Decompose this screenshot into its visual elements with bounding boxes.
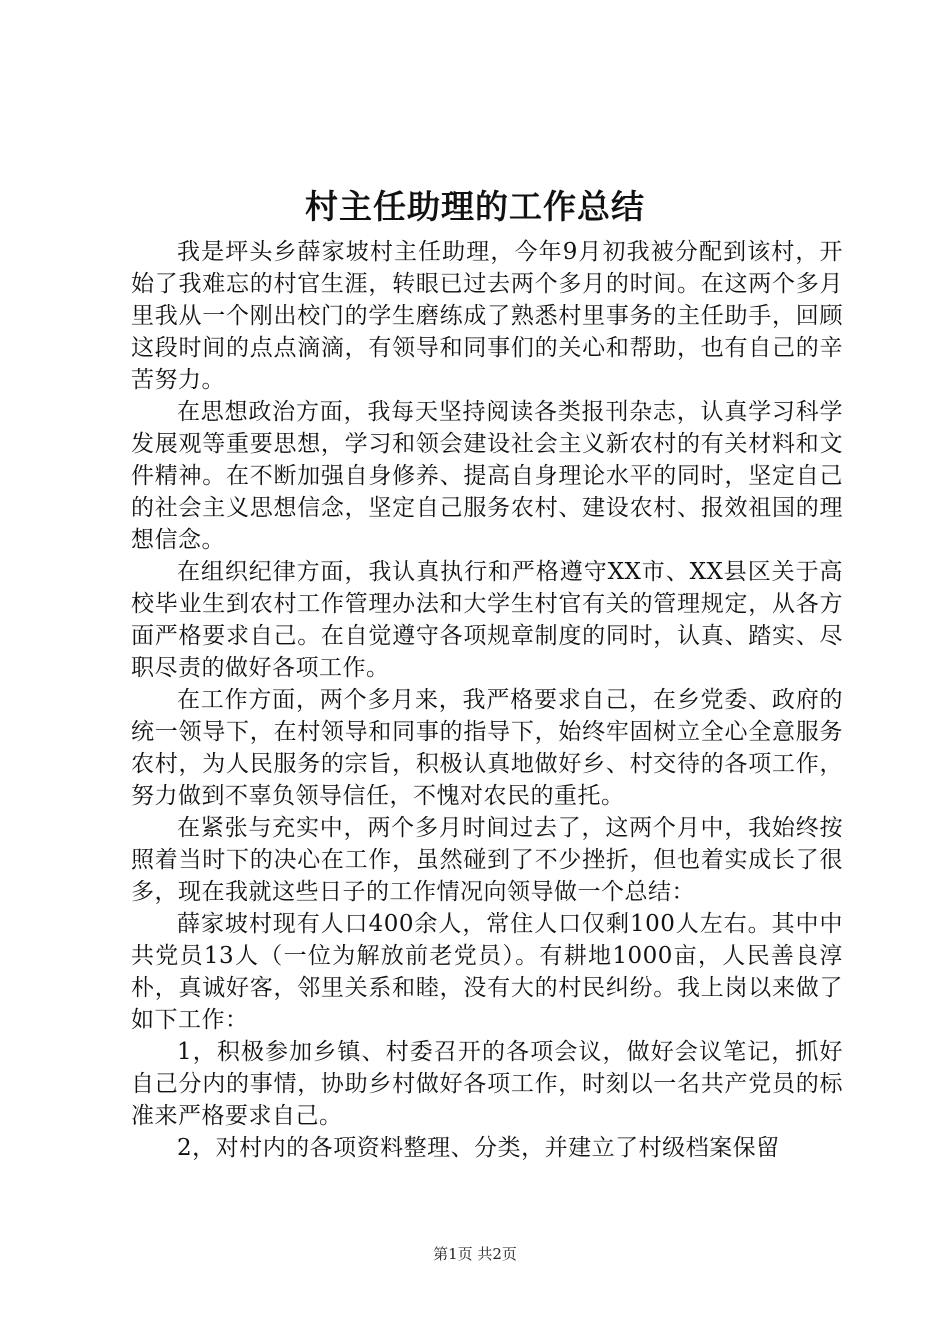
list-item-2: 2，对村内的各项资料整理、分类，并建立了村级档案保留 bbox=[177, 1135, 780, 1161]
paragraph-political-thought: 在思想政治方面，我每天坚持阅读各类报刊杂志，认真学习科学发展观等重要思想，学习和领会建设社会主义新农村的有关材料和文件精神。在不断加强自身修养、提高自身理论水平的同时，坚定自己的社会主义思想信念，坚定自己服务农村、建设农村、报效祖国的理想信念。 bbox=[131, 399, 843, 553]
paragraph-summary-lead: 在紧张与充实中，两个多月时间过去了，这两个月中，我始终按照着当时下的决心在工作，虽然碰到了不少挫折，但也着实成长了很多，现在我就这些日子的工作情况向领导做一个总结： bbox=[131, 815, 843, 905]
list-item-1: 1，积极参加乡镇、村委召开的各项会议，做好会议笔记，抓好自己分内的事情，协助乡村做好各项工作，时刻以一名共产党员的标准来严格要求自己。 bbox=[131, 1039, 843, 1129]
page-footer: 第1页 共2页 bbox=[433, 1245, 517, 1263]
paragraph-village-overview: 薛家坡村现有人口400余人，常住人口仅剩100人左右。其中中共党员13人（一位为解放前老党员）。有耕地1000亩，人民善良淳朴，真诚好客，邻里关系和睦，没有大的村民纠纷。我上岗以来做了如下工作： bbox=[131, 911, 843, 1033]
paragraph-discipline: 在组织纪律方面，我认真执行和严格遵守XX市、XX县区关于高校毕业生到农村工作管理办法和大学生村官有关的管理规定，从各方面严格要求自己。在自觉遵守各项规章制度的同时，认真、踏实、尽职尽责的做好各项工作。 bbox=[131, 559, 843, 681]
paragraph-intro: 我是坪头乡薛家坡村主任助理，今年9月初我被分配到该村，开始了我难忘的村官生涯，转眼已过去两个多月的时间。在这两个多月里我从一个刚出校门的学生磨练成了熟悉村里事务的主任助手，回顾这段时间的点点滴滴，有领导和同事们的关心和帮助，也有自己的辛苦努力。 bbox=[131, 239, 843, 393]
document-title: 村主任助理的工作总结 bbox=[305, 187, 645, 226]
paragraph-work: 在工作方面，两个多月来，我严格要求自己，在乡党委、政府的统一领导下，在村领导和同事的指导下，始终牢固树立全心全意服务农村，为人民服务的宗旨，积极认真地做好乡、村交待的各项工作，努力做到不辜负领导信任，不愧对农民的重托。 bbox=[131, 687, 843, 809]
document-body bbox=[131, 236, 843, 1164]
